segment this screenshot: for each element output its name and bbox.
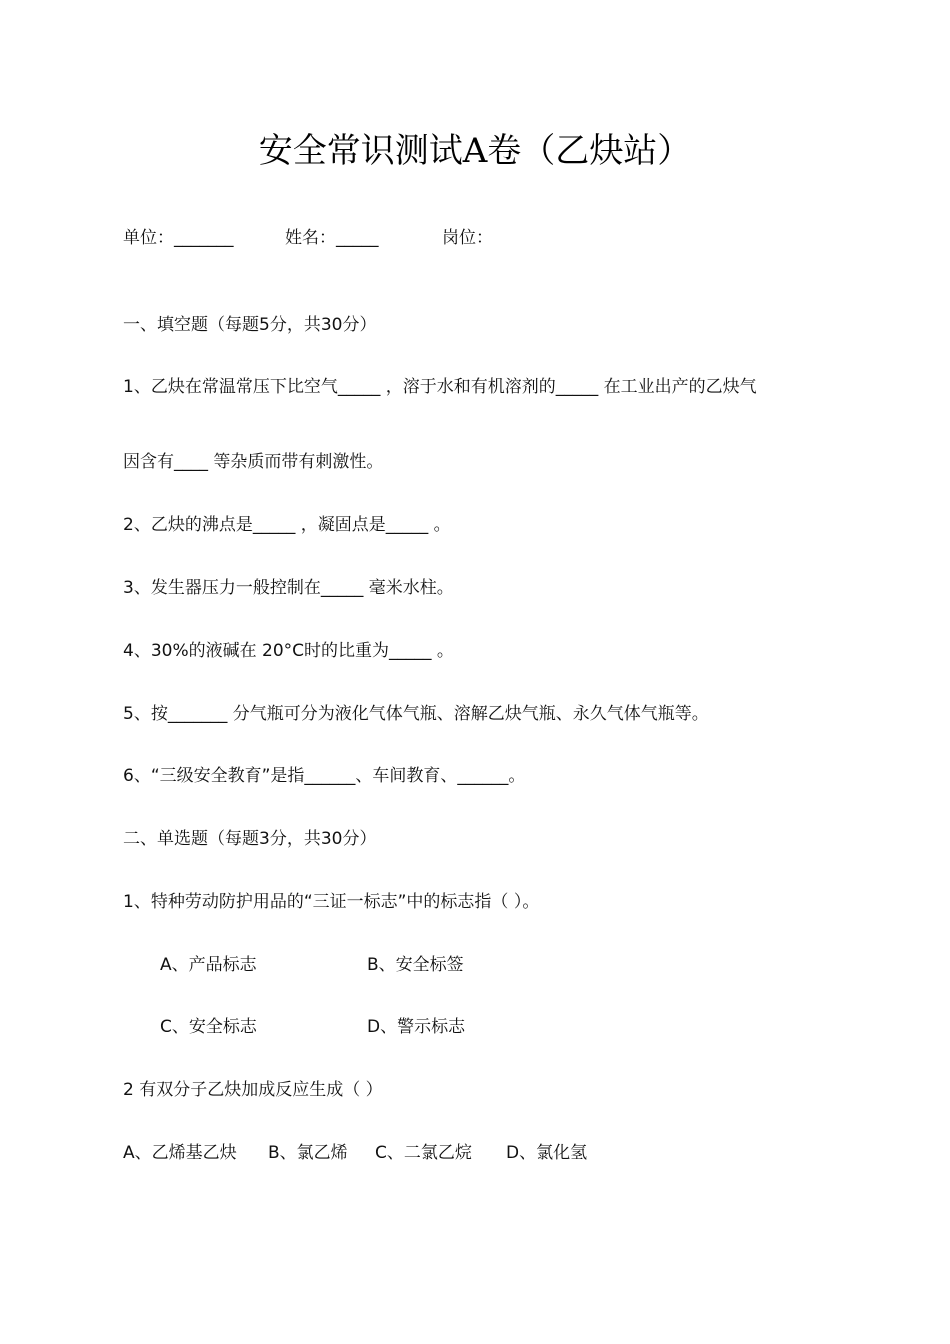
question-5: 5、按_______ 分气瓶可分为液化气体气瓶、溶解乙炔气瓶、永久气体气瓶等。 [123, 704, 709, 724]
question-4: 4、30%的液碱在 20°C时的比重为_____ 。 [123, 641, 454, 661]
option-d: D、氯化氢 [506, 1143, 588, 1163]
name-field: 姓名：_____ [285, 228, 379, 248]
option-b: B、安全标签 [367, 955, 464, 975]
question-3: 3、发生器压力一般控制在_____ 毫米水柱。 [123, 578, 454, 598]
mc-question-1: 1、特种劳动防护用品的“三证一标志”中的标志指（ ）。 [123, 892, 540, 912]
question-6: 6、“三级安全教育”是指______、车间教育、______。 [123, 766, 526, 786]
question-2: 2、乙炔的沸点是_____ ，凝固点是_____ 。 [123, 515, 451, 535]
option-c: C、二氯乙烷 [375, 1143, 472, 1163]
option-a: A、产品标志 [160, 955, 257, 975]
page-title: 安全常识测试A卷（乙炔站） [258, 131, 692, 171]
section-heading: 二、单选题（每题3分，共30分） [123, 829, 377, 849]
question-1-line-1: 1、乙炔在常温常压下比空气_____ ，溶于水和有机溶剂的_____ 在工业出产的乙炔气 [123, 377, 757, 397]
unit-field: 单位：_______ [123, 228, 234, 248]
option-c: C、安全标志 [160, 1017, 257, 1037]
post-field: 岗位： [442, 228, 493, 248]
option-a: A、乙烯基乙炔 [123, 1143, 237, 1163]
section-heading: 一、填空题（每题5分，共30分） [123, 315, 377, 335]
option-d: D、警示标志 [367, 1017, 466, 1037]
option-b: B、氯乙烯 [268, 1143, 348, 1163]
question-1-line-2: 因含有____ 等杂质而带有刺激性。 [123, 452, 384, 472]
mc-question-2: 2 有双分子乙炔加成反应生成（ ） [123, 1080, 383, 1100]
